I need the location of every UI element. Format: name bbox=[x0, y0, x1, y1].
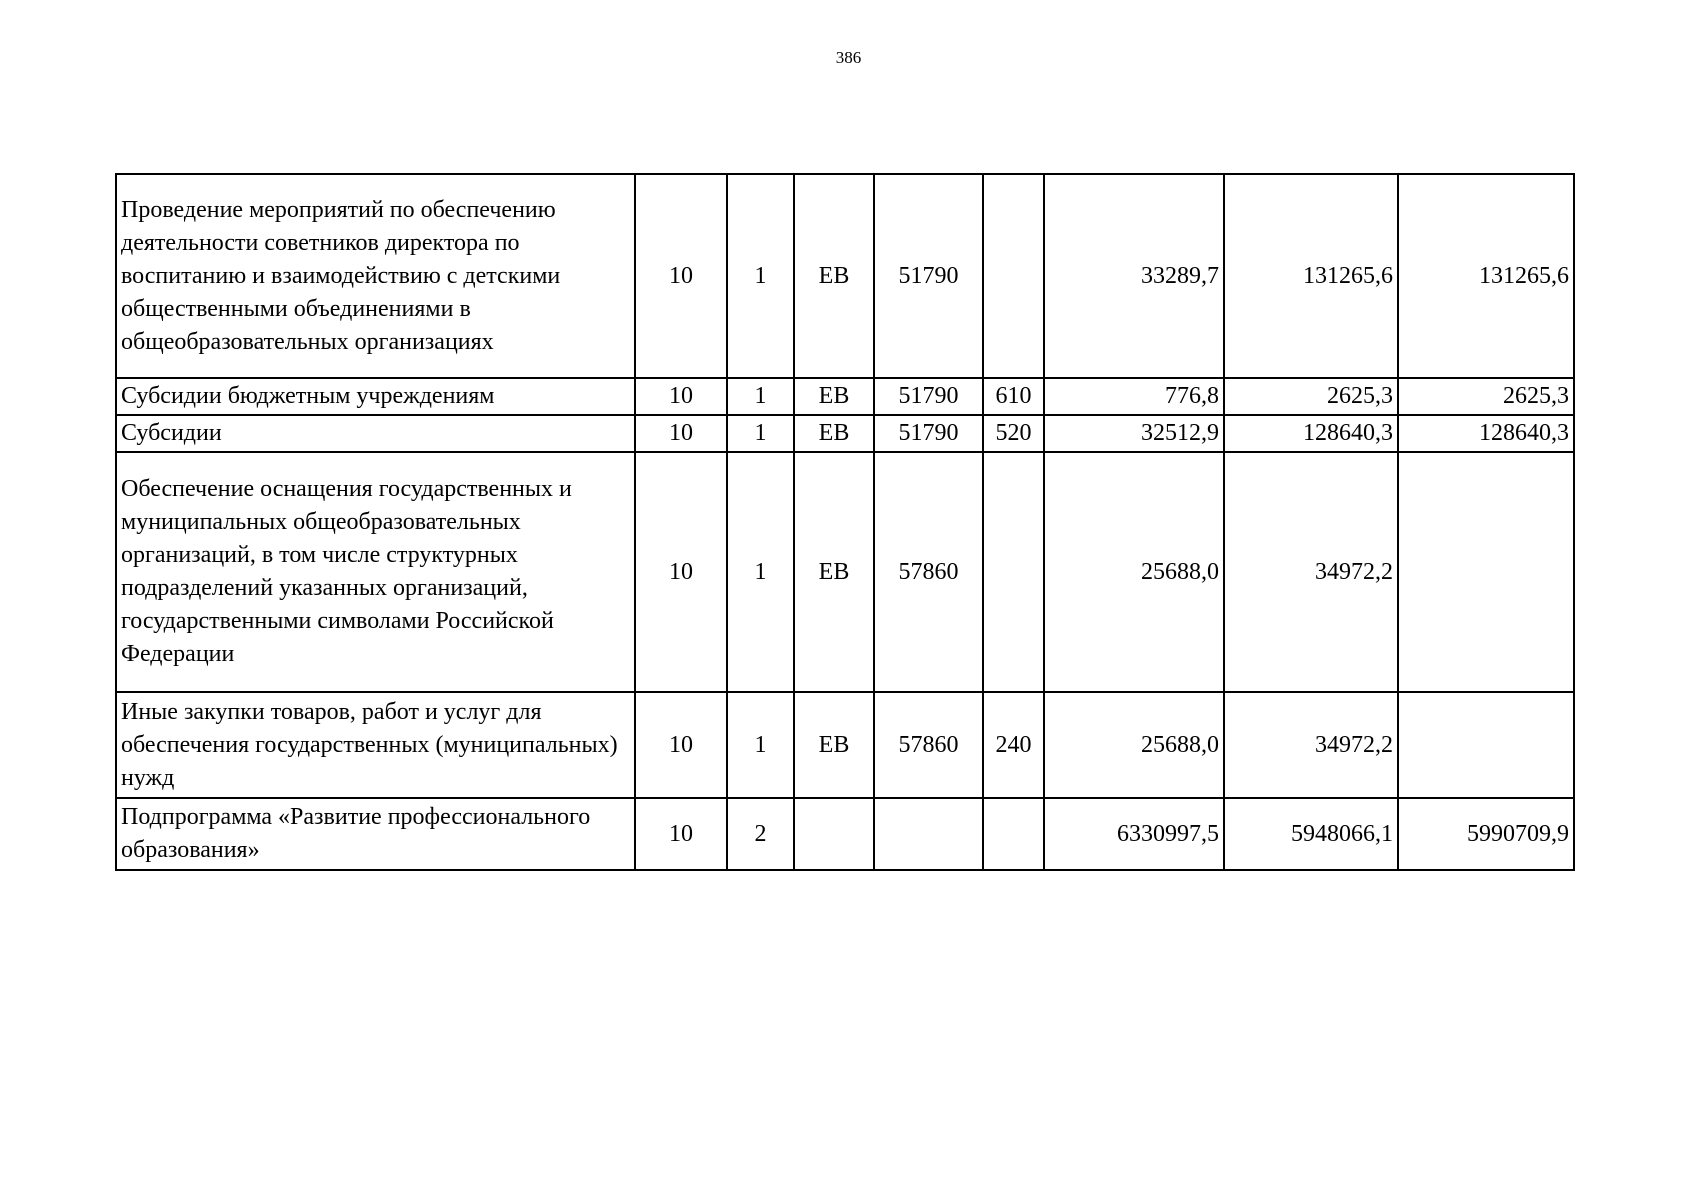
row-name: Проведение мероприятий по обеспечению деятельности советников директора по воспитанию и взаимодействию с детскими общественными объединениями в общеобразовательных организациях bbox=[116, 174, 635, 378]
subsection-code: 1 bbox=[727, 174, 794, 378]
amount-year-3: 131265,6 bbox=[1398, 174, 1574, 378]
amount-year-3 bbox=[1398, 452, 1574, 692]
section-code: 10 bbox=[635, 378, 727, 415]
amount-year-2: 2625,3 bbox=[1224, 378, 1398, 415]
amount-year-1: 776,8 bbox=[1044, 378, 1224, 415]
expense-type-code bbox=[983, 174, 1044, 378]
direction-code: 51790 bbox=[874, 174, 983, 378]
amount-year-3: 128640,3 bbox=[1398, 415, 1574, 452]
subsection-code: 1 bbox=[727, 378, 794, 415]
expense-type-code: 610 bbox=[983, 378, 1044, 415]
amount-year-2: 34972,2 bbox=[1224, 692, 1398, 798]
project-code: ЕВ bbox=[794, 692, 874, 798]
project-code: ЕВ bbox=[794, 415, 874, 452]
expense-type-code bbox=[983, 798, 1044, 870]
row-name: Субсидии бюджетным учреждениям bbox=[116, 378, 635, 415]
amount-year-1: 6330997,5 bbox=[1044, 798, 1224, 870]
table-row bbox=[116, 798, 1574, 870]
amount-year-2: 131265,6 bbox=[1224, 174, 1398, 378]
table-row bbox=[116, 692, 1574, 798]
amount-year-3: 5990709,9 bbox=[1398, 798, 1574, 870]
expense-type-code: 520 bbox=[983, 415, 1044, 452]
project-code: ЕВ bbox=[794, 452, 874, 692]
subsection-code: 1 bbox=[727, 452, 794, 692]
amount-year-2: 5948066,1 bbox=[1224, 798, 1398, 870]
section-code: 10 bbox=[635, 798, 727, 870]
amount-year-1: 33289,7 bbox=[1044, 174, 1224, 378]
row-name: Подпрограмма «Развитие профессионального образования» bbox=[116, 798, 635, 870]
table-row bbox=[116, 415, 1574, 452]
direction-code: 57860 bbox=[874, 452, 983, 692]
project-code: ЕВ bbox=[794, 174, 874, 378]
table-row bbox=[116, 378, 1574, 415]
section-code: 10 bbox=[635, 692, 727, 798]
page-number: 386 bbox=[835, 48, 862, 67]
amount-year-1: 25688,0 bbox=[1044, 452, 1224, 692]
project-code bbox=[794, 798, 874, 870]
amount-year-2: 34972,2 bbox=[1224, 452, 1398, 692]
budget-table bbox=[115, 173, 1575, 871]
subsection-code: 2 bbox=[727, 798, 794, 870]
subsection-code: 1 bbox=[727, 415, 794, 452]
section-code: 10 bbox=[635, 415, 727, 452]
amount-year-1: 25688,0 bbox=[1044, 692, 1224, 798]
project-code: ЕВ bbox=[794, 378, 874, 415]
expense-type-code bbox=[983, 452, 1044, 692]
amount-year-3: 2625,3 bbox=[1398, 378, 1574, 415]
amount-year-2: 128640,3 bbox=[1224, 415, 1398, 452]
amount-year-1: 32512,9 bbox=[1044, 415, 1224, 452]
table-row bbox=[116, 452, 1574, 692]
direction-code: 51790 bbox=[874, 378, 983, 415]
expense-type-code: 240 bbox=[983, 692, 1044, 798]
direction-code: 57860 bbox=[874, 692, 983, 798]
row-name: Иные закупки товаров, работ и услуг для обеспечения государственных (муниципальных) нужд bbox=[116, 692, 635, 798]
section-code: 10 bbox=[635, 174, 727, 378]
row-name: Субсидии bbox=[116, 415, 635, 452]
section-code: 10 bbox=[635, 452, 727, 692]
row-name: Обеспечение оснащения государственных и муниципальных общеобразовательных организаций, в том числе структурных подразделений указанных организаций, государственными символами Российской Федерации bbox=[116, 452, 635, 692]
subsection-code: 1 bbox=[727, 692, 794, 798]
direction-code: 51790 bbox=[874, 415, 983, 452]
amount-year-3 bbox=[1398, 692, 1574, 798]
direction-code bbox=[874, 798, 983, 870]
table-row bbox=[116, 174, 1574, 378]
